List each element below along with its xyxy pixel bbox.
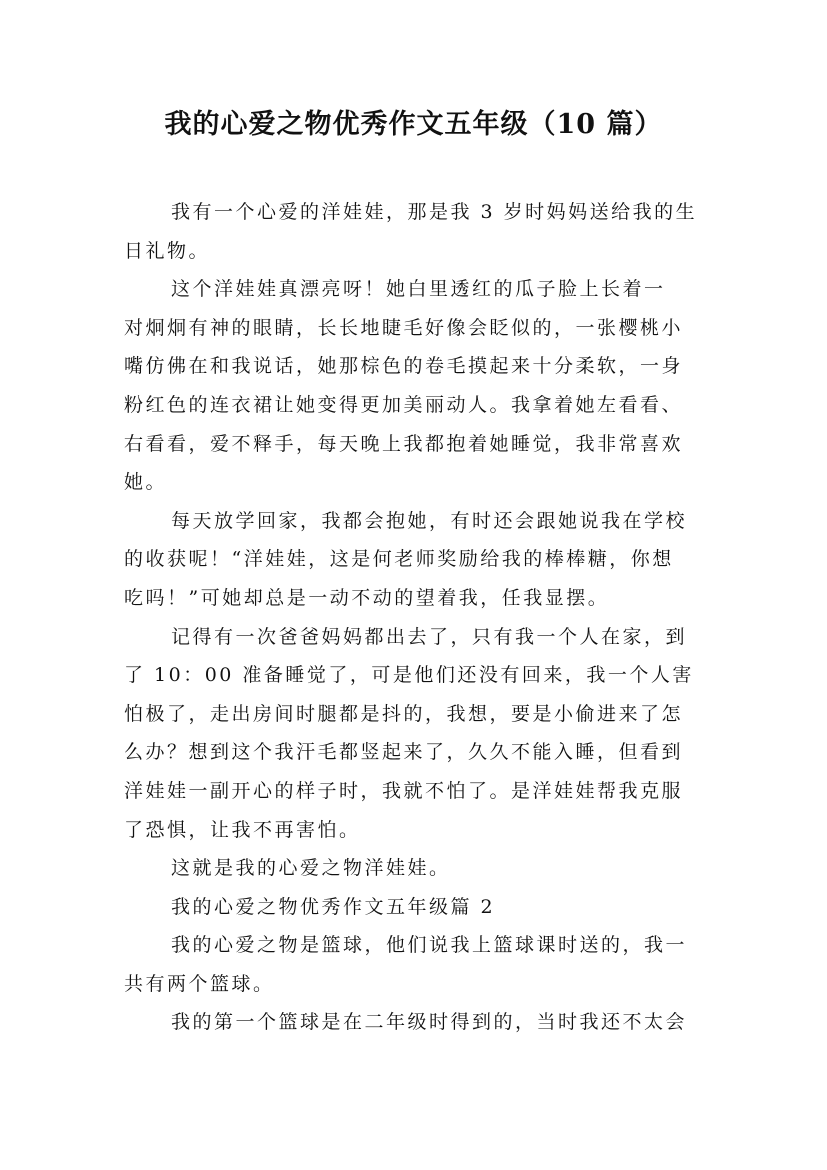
text-line: 我有一个心爱的洋娃娃，那是我 3 岁时妈妈送给我的生	[171, 201, 698, 223]
text-line: 洋娃娃一副开心的样子时，我就不怕了。是洋娃娃帮我克服	[124, 779, 684, 802]
text-line: 这就是我的心爱之物洋娃娃。	[171, 857, 451, 880]
text-line: 这个洋娃娃真漂亮呀！她白里透红的瓜子脸上长着一	[171, 278, 666, 301]
text-line: 我的心爱之物是篮球，他们说我上篮球课时送的，我一	[171, 934, 688, 957]
text-line: 日礼物。	[124, 239, 211, 262]
text-line: 吃吗！”可她却总是一动不动的望着我，任我显摆。	[124, 586, 610, 609]
text-line: 么办？想到这个我汗毛都竖起来了，久久不能入睡，但看到	[124, 741, 684, 764]
text-line: 我的第一个篮球是在二年级时得到的，当时我还不太会	[171, 1011, 688, 1034]
text-line: 我的心爱之物优秀作文五年级篇 2	[171, 895, 496, 918]
text-line: 了恐惧，让我不再害怕。	[124, 818, 361, 841]
text-line: 她。	[124, 471, 168, 494]
text-line: 嘴仿佛在和我说话，她那棕色的卷毛摸起来十分柔软，一身	[124, 355, 684, 378]
text-line: 右看看，爱不释手，每天晚上我都抱着她睡觉，我非常喜欢	[124, 432, 684, 455]
text-line: 对炯炯有神的眼睛，长长地睫毛好像会眨似的，一张樱桃小	[124, 316, 684, 339]
text-line: 的收获呢！“洋娃娃，这是何老师奖励给我的棒棒糖，你想	[124, 548, 674, 571]
document-body	[124, 193, 714, 1042]
document-title: 我的心爱之物优秀作文五年级（10 篇）	[164, 109, 663, 140]
text-line: 记得有一次爸爸妈妈都出去了，只有我一个人在家，到	[171, 625, 688, 648]
text-line: 共有两个篮球。	[124, 972, 275, 995]
text-line: 粉红色的连衣裙让她变得更加美丽动人。我拿着她左看看、	[124, 393, 684, 416]
text-line: 每天放学回家，我都会抱她，有时还会跟她说我在学校	[171, 509, 688, 532]
text-line: 了 10：00 准备睡觉了，可是他们还没有回来，我一个人害	[124, 664, 694, 687]
text-line: 怕极了，走出房间时腿都是抖的，我想，要是小偷进来了怎	[124, 702, 684, 725]
